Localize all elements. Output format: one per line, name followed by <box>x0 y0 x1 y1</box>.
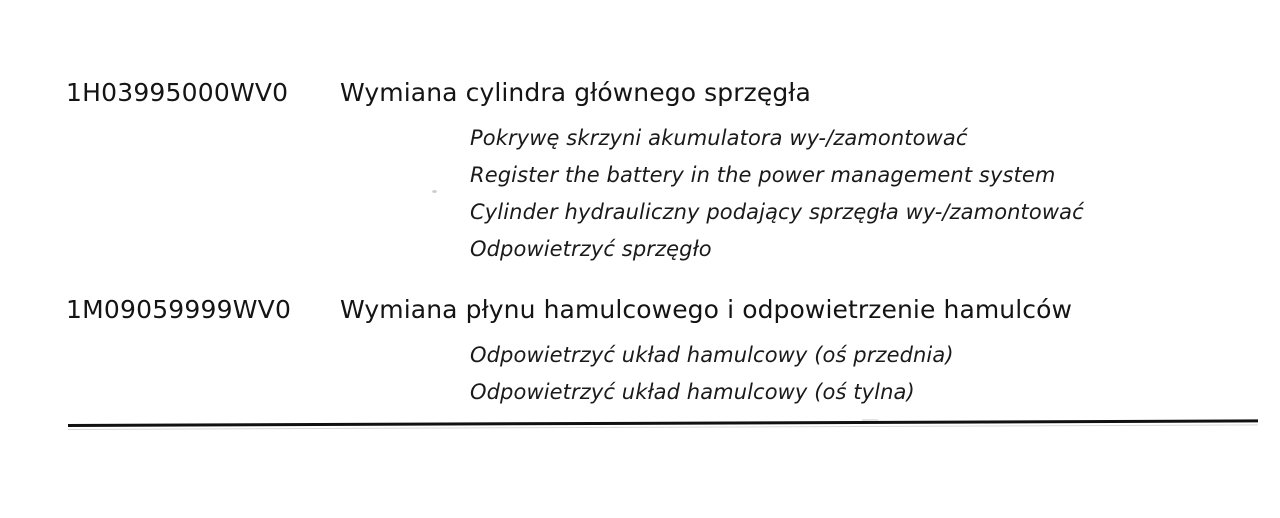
operation-code: 1M09059999WV0 <box>66 295 292 324</box>
list-item: Pokrywę skrzyni akumulatora wy-/zamontować <box>470 126 968 150</box>
operation-title: Wymiana płynu hamulcowego i odpowietrzenie hamulców <box>340 295 1073 324</box>
list-item: Odpowietrzyć sprzęgło <box>470 237 712 261</box>
scan-speck <box>862 419 878 421</box>
operation-sub-list <box>470 337 954 411</box>
operation-title: Wymiana cylindra głównego sprzęgła <box>340 78 811 107</box>
operation-sub-list <box>470 120 1084 268</box>
operation-entry <box>0 295 1280 404</box>
list-item: Odpowietrzyć układ hamulcowy (oś przednia) <box>470 343 954 367</box>
operation-code: 1H03995000WV0 <box>66 78 289 107</box>
operation-header <box>0 295 1280 335</box>
scan-speck <box>432 190 437 193</box>
list-item: Odpowietrzyć układ hamulcowy (oś tylna) <box>470 380 915 404</box>
operation-header <box>0 78 1280 118</box>
list-item: Register the battery in the power management system <box>470 163 1056 187</box>
operation-entry <box>0 78 1280 261</box>
list-item: Cylinder hydrauliczny podający sprzęgła wy-/zamontować <box>470 200 1084 224</box>
